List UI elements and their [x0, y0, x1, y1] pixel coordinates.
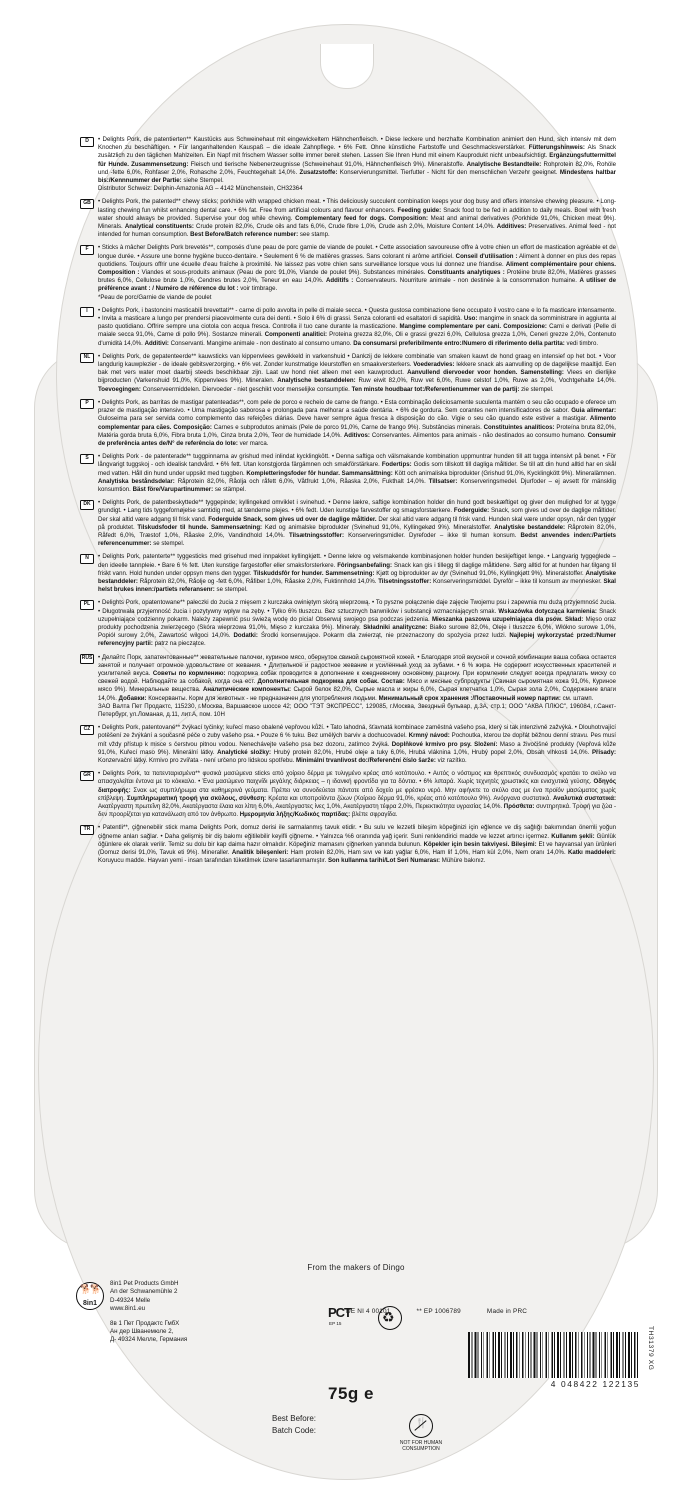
- not-for-human-label: NOT FOR HUMAN CONSUMPTION: [399, 1440, 443, 1452]
- made-in: Made in PRC: [486, 1308, 528, 1315]
- language-flag-dk: DK: [80, 500, 94, 510]
- dogs-icon: 🐕🐕: [80, 1284, 101, 1294]
- language-block-tr: [76, 824, 616, 865]
- language-text: • Delights Pork, patentované** žvýkací tyčinky; kuřecí maso obalené vepřovou kůží. • Tato lahodná, šťavnatá kombinace zaměstná vašeho psa, který si tak intenzivně zažvýká. • Dlouhotrvající potěšení ze žvýkání a současně péče o zuby vašeho psa. • Pouze 6 % tuku. Bez umělých barviv a dochucovadel. Krmný návod: Pochoutka, kterou lze dopřát běžnou denní stravu. Pes musí mít vždy přístup k misce s čerstvou pitnou vodou. Nenechávejte vašeho psa bez dozoru, zatímco žvýká. Doplňkové krmivo pro psy. Složení: Maso a živočišné produkty (Vepřová kůže 91,0%, Kuřecí maso 9%). Minerální látky. Analytické složky: Hrubý protein 82,0%, Hrubé oleje a tuky 6,0%, Hrubá vláknina 1,0%, Hrubý popel 2,0%, Obsah vlhkosti 14,0%. Přísady: Konzervační látky. Krmivo pro zvířata - není určeno pro lidskou spotřebu. Minimální trvanlivost do:/Referenční číslo šarže: viz razítko.: [98, 724, 617, 765]
- address-text: [110, 1280, 306, 1345]
- language-block-dk: [76, 499, 616, 548]
- language-flag-gb: GB: [80, 199, 94, 209]
- language-flag-cz: CZ: [80, 725, 94, 735]
- language-block-n: [76, 553, 616, 594]
- language-block-gb: [76, 198, 616, 239]
- language-block-i: [76, 307, 616, 348]
- language-flag-d: D: [80, 137, 94, 147]
- language-text: • Delights Pork, patenterte** tyggesticks med grisehud med innpakket kyllingkjøtt. • Denne lekre og velsmakende kombinasjonen holder hunden beskjeftiget lenge. • Langvarig tyggeglede – den ideelle tannpleie. • Bare 6 % fett. Uten kunstige fargestoffer eller smaksforsterkere. Fôringsanbefaling: Snack kan gis i tillegg til daglige måltidene. Sørg alltid for at hunden har tilgang til friskt vann. Hold hunden under oppsyn mens den tygger. Tilskuddsfôr for hunder. Sammensetning: Kjøtt og biprodukter av dyr (Svinehud 91,0%, Kyllingkjøtt 9%). Mineralstoffer. Analytiske bestanddeler: Råprotein 82,0%, Råolje og -fett 6,0%, Råfiber 1,0%, Råaske 2,0%, Fuktinnhold 14,0%. Tilsetningsstoffer: Konserveringsmiddel. Dyrefôr – ikke til konsum av mennesker. Skal helst brukes innen:/partiets referansenr: se stempel.: [98, 553, 616, 594]
- language-block-s: [76, 453, 616, 494]
- language-flag-i: I: [80, 307, 94, 317]
- language-flag-f: F: [80, 245, 94, 255]
- language-text: • Delights Pork, the patented** chewy sticks; porkhide with wrapped chicken meat. • This deliciously succulent combination keeps your dog busy and offers intensive chewing pleasure. • Long-lasting chewing fun whilst enhancing dental care. • 6% fat. Free from artificial colours and flavour enhancers. Feeding guide: Snack food to be fed in addition to daily meals. Bowl with fresh water should always be provided. Supervise your dog while chewing. Complementary feed for dogs. Composition: Meat and animal derivatives (Porkhide 91,0%, Chicken meat 9%). Minerals. Analytical constituents: Crude protein 82,0%, Crude oils and fats 6,0%, Crude fibre 1,0%, Crude ash 2,0%, Moisture Content 14,0%. Additives: Preservatives. Animal feed - not intended for human consumption. Best Before/Batch reference number: see stamp.: [98, 198, 616, 239]
- from-makers-line: From the makers of Dingo: [307, 1263, 405, 1272]
- address-line: Ан дер Шванемюле 2,: [110, 1328, 174, 1336]
- best-before-label: Best Before:: [272, 1414, 317, 1423]
- language-text: • Delights Pork, de patentbeskyttede** tyggepinde; kyllingekød omviklet i svinehud. • Denne lækre, saftige kombination holder din hund godt beskæftiget og giver den mulighed for at tygge grundigt. • Lang tids tyggefornøjelse samtidig med, at tænderne plejes. • 6% fedt. Uden kunstige farvestoffer og smagsforstærkere. Foderguide: Snack, som gives ud over de daglige måltider. Der skal altid være adgang til frisk vand. Foderguide Snack, som gives ud over de daglige måltider. Der skal altid være adgang til frisk vand. Hunden skal være under opsyn, når den tygger på produktet. Tilskudsfoder til hunde. Sammensætning: Kød og animalske biprodukter (Svinehud 91,0%, Kyllingekød 9%). Mineralstoffer. Analytiske bestanddele: Råprotein 82,0%, Råfedt 6,0%, Træstof 1,0%, Råaske 2,0%, Vandindhold 14,0%. Tilsætningsstoffer: Konserveringsmidler. Dyrefoder – ikke til human konsum. Bedst anvendes inden:/Partiets referencenummer: se stempel.: [98, 499, 617, 548]
- language-text: • Delights Pork - de patenterade** tuggpinnarna av grishud med inlindat kycklingkött. • Denna saftiga och välsmakande kombination uppmuntrar hunden till att tugga intensivt på benet. • För långvarigt tuggskoj - och idealisk tandvård. • 6% fett. Utan konstgjorda färgämnen och smakförstärkare. Fodertips: Godis som tillskott till dagliga måltider. Se till att din hund alltid har en skål med vatten. Håll din hund under uppsikt med tuggben. Kompletteringsfoder för hundar. Sammansättning: Kött och animaliska biprodukter (Grishud 91,0%, Kycklingkött 9%). Mineralämnen. Analytiska beståndsdelar: Råprotein 82,0%, Råolja och råfett 6,0%, Våtfrukt 1,0%, Råaska 2,0%, Fukthalt 14,0%. Tillsatser: Konserveringsmedel. Djurfoder – ej avsett för mänsklig konsumtion. Bäst före/Varupartinummer: se stämpel.: [98, 453, 617, 493]
- not-for-human-consumption-mark: [394, 1414, 448, 1452]
- language-block-rus: [76, 654, 616, 720]
- no-eating-icon: [409, 1414, 433, 1438]
- language-block-nl: [76, 353, 616, 394]
- manufacturer-address-column: [76, 1280, 306, 1351]
- language-block-gr: [76, 770, 616, 819]
- address-block-0: [110, 1280, 306, 1314]
- language-flag-nl: NL: [80, 353, 94, 363]
- ep-code: ** EP 1006789: [416, 1308, 461, 1315]
- language-text: • Delights Pork, de gepatenteerde** kauwsticks van kippenvlees gewikkeld in varkenshuid • Dankzij de lekkere combinatie van smaken kauwt de hond graag en intensief op het bot. • Voor langdurig kauwplezier - de ideale gebitsverzorging. • 6% vet. Zonder kunstmatige kleurstoffen en smaakversterkers. Voederadvies: lekkere snack als aanvulling op de dagelijkse maaltijd. Een bak met vers water moet daarbij steeds beschikbaar zijn. Laat uw hond niet alleen met een kauwproduct. Aanvullend diervoeder voor honden. Samenstelling: Vlees en dierlijke bijproducten (Varkenshuid 91,0%, Kippenvlees 9%). Mineralen. Analytische bestanddelen: Ruw eiwit 82,0%, Ruw vet 6,0%, Ruwe celstof 1,0%, Ruwe as 2,0%, Vochtgehalte 14,0%. Toevoegingen: Conserveermiddelen. Diervoeder - niet geschikt voor menselijke consumptie. Ten minste houdbaar tot:/Referentienummer van de partij: zie stempel.: [98, 352, 616, 393]
- language-text: • Делайтс Порк, запатентованные** жевательные палочки, куриное мясо, обернутое свиной сыромятной кожей. • Благодаря этой вкусной и сочной комбинации ваша собака остается занятой и получает огромное удовольствие от жевания. • Длительное и радостное жевание и усиленный уход за зубами. • 6 % жира. Не содержит искусственных красителей и усилителей вкуса. Советы по кормлению: подкормка собак проводится в дополнение к ежедневному основному рациону. При кормлении следует всегда предлагать миску со свежей водой. Наблюдайте за собакой, когда она ест. Дополнительная подкормка для собак. Состав: Мясо и мясные субпродукты (Свиная сыромятная кожа 91,0%, Куриное мясо 9%). Минеральные вещества. Аналитические компоненты: Сырой белок 82,0%, Сырые масла и жиры 6,0%, Сырая клетчатка 1,0%, Сырая зола 2,0%, Содержание влаги 14,0%. Добавки: Консерванты. Корм для животных - не предназначен для употребления людьми. Минимальный срок хранения :/Поставочный номер партии: см. штамп. ЗАО Валта Пет Продактс, 115230, г.Москва, Варшавское шоссе 42; ООО "ТЭТ ЭКСПРЕСС", 129085, г.Москва, Звездный бульвар, д.3А, стр.1; ООО "АКВА ПЛЮС", 196084, г.Санкт-Петербург, ул.Ломаная, д.11, лит.А, пом. 10Н: [98, 653, 617, 718]
- language-text: • Delights Pork, i bastoncini masticabili brevettati** - carne di pollo avvolta in pelle di maiale secca. • Questa gustosa combinazione tiene occupato il vostro cane e lo fa masticare intensamente. • Invita a masticare a lungo per prendersi piacevolmente cura dei denti. • Solo il 6% di grassi. Senza coloranti ed esaltatori di sapidità. Uso: mangime in snack da somministrare in aggiunta al pasto quotidiano. Offrire sempre una ciotola con acqua fresca. Controlla il tuo cane durante la masticazione. Mangime complementare per cani. Composizione: Carni e derivati (Pelle di maiale secca 91,0%, Carne di pollo 9%). Sostanze minerali. Componenti analitici: Proteina grezza 82,0%, Oli e grassi grezzi 6,0%, Cellulosa grezza 1,0%, Ceneri grezze 2,0%, Contenuto d'umidità 14,0%. Additivi: Conservanti. Mangime animale - non destinato al consumo umano. Da consumarsi preferibilmente entro:/Numero di riferimento della partita: vedi timbro.: [98, 306, 616, 347]
- address-line: 8in1 Pet Products GmbH: [110, 1280, 179, 1287]
- address-line: An der Schwanemühle 2: [110, 1288, 178, 1296]
- language-text: • Delights Pork, as barritas de mastigar patenteadas**, com pele de porco e recheio de carne de frango. • Esta combinação deliciosamente suculenta mantém o seu cão ocupado e oferece um prazer de mastigação intensivo. • Uma mastigação saborosa e prolongada para melhorar a saúde dentária. • 6% de gordura. Sem corantes nem intensificadores de sabor. Guia alimentar: Guloseima para ser servida como complemento das refeições diárias. Deve haver sempre água fresca à disposição do cão. Vigie o seu cão quando este estiver a mastigar. Alimento complementar para cães. Composição: Carnes e subprodutos animais (Pele de porco 91,0%, Carne de frango 9%). Substâncias minerais. Constituintes analíticos: Proteína bruta 82,0%, Matéria gorda bruta 6,0%, Fibra bruta 1,0%, Cinza bruta 2,0%, Teor de humidade 14,0%. Aditivos: Conservantes. Alimentos para animais - não destinados ao consumo humano. Consumir de preferência antes de/N° de referência do lote: ver marca.: [98, 398, 617, 447]
- net-weight: 75g e: [328, 1384, 374, 1403]
- language-block-d: [76, 136, 616, 193]
- multilingual-text-area: [76, 136, 616, 870]
- language-block-f: [76, 244, 616, 301]
- footer: [76, 1263, 654, 1452]
- side-print-code: TH31379 XG: [647, 1326, 654, 1371]
- barcode-image: [468, 1332, 638, 1378]
- language-flag-gr: GR: [80, 771, 94, 781]
- language-flag-tr: TR: [80, 825, 94, 835]
- address-line: D-49324 Melle: [110, 1296, 151, 1304]
- language-text: • Patentli**, çiğnenebilir stick mama Delights Pork, domuz derisi ile sarmalanmış tavuk etidir. • Bu sulu ve lezzetli bileşim köpeğinizi için eğlence ve diş sağlığı bakımından önemli yoğun çiğneme anları sağlar. • Daha gelişmiş bir diş bakımı eğitilebilir keyifli çiğneme. • Yalnızca %6 oranında yağ içerir. Suni renklendirici madde ve lezzet artırıcı içermez. Kullanım şekli: Günlük öğünlere ek olarak verilir. Temiz su dolu bir kap daima hazır olmalıdır. Köpeğiniz mamasını çiğnerken yanında bulunun. Köpekler için besin takviyesi. Bileşimi: Et ve hayvansal yan ürünleri (Domuz derisi 91,0%, Tavuk eti 9%). Mineraller. Analitik bileşenleri: Ham protein 82,0%, Ham sıvı ve katı yağlar 6,0%, Ham lif 1,0%, Ham kül 2,0%, Nem oranı 14,0%. Katkı maddeleri: Koruyucu madde. Hayvan yemi - insan tarafından tüketilmek üzere tasarlanmamıştır. Son kullanma tarihi/Lot Seri Numarası: Mühüre bakınız.: [98, 824, 617, 865]
- brand-logo: [76, 1282, 102, 1312]
- language-block-pl: [76, 599, 616, 648]
- item-code: DE NI 4 00101: [346, 1308, 391, 1315]
- barcode-block: [468, 1332, 640, 1389]
- brand-logo-label: 8in1: [82, 1300, 97, 1307]
- barcode-number: 4 048422 122135: [550, 1379, 640, 1389]
- language-text: • Delights Pork, opatentowane** pałeczki do żucia z mięsem z kurczaka owiniętym skórą wieprzową. • To pyszne połączenie daje zajęcie Twojemu psu i zapewnia mu dużą przyjemność żucia. • Długotrwała przyjemność żucia i pozytywny wpływ na zęby. • Tylko 6% tłuszczu. Bez sztucznych barwników i substancji wzmacniających smak. Wskazówka dotycząca karmienia: Snack uzupełniające codzienny pokarm. Należy zapewnić psu świeżą wodę do picia! Obserwuj swojego psa podczas jedzenia. Mieszanka paszowa uzupełniająca dla psów. Skład: Mięso oraz produkty pochodzenia zwierzęcego (Skóra wieprzowa 91,0%, Mięso z kurczaka 9%). Minerały. Składniki analityczne: Białko surowe 82,0%, Oleje i tłuszcze 6,0%, Włókno surowe 1,0%, Popiół surowy 2,0%, Zawartość wilgoci 14,0%. Dodatki: Środki konserwujące. Pokarm dla zwierząt, nie przeznaczony do spożycia przez ludzi. Najlepiej wykorzystać przed:/Numer referencyjny partii: patrz na pieczątce.: [98, 599, 617, 648]
- language-flag-n: N: [80, 554, 94, 564]
- batch-code-label: Batch Code:: [272, 1426, 317, 1435]
- address-line: www.8in1.eu: [110, 1305, 146, 1313]
- language-text: • Delights Pork, τα πατενταρισμένα** φυσικά μασώμενα sticks από χοίρειο δέρμα με τυλιγμένο κρέας από κοτόπουλο. • Αυτός ο νόστιμος και θρεπτικός συνδυασμός κρατάει το σκύλο να απασχολείται έντονα με το κόκκαλο. • Ένα μασώμενο παιχνίδι μεγάλης διάρκειας – η ιδανική φροντίδα για τα δόντια. • 6% λιπαρά. Χωρίς τεχνητές χρωστικές και ενισχυτικά γεύσης. Οδηγός διατροφής: Σνακ ως συμπλήρωμα στα καθημερινά γεύματα. Πρέπει να συνοδεύεται πάντοτε από δοχείο με φρέσκο νερό. Μην αφήνετε το σκύλο σας με ένα προϊόν μασώματος χωρίς επίβλεψη. Συμπληρωματική τροφή για σκύλους, σύνθεση: Κρέατα και υποπροϊόντα ζώων (Χοίρειο δέρμα 91,0%, κρέας από κοτόπουλο 9%). Ανόργανα συστατικά. Αναλυτικά συστατικά: Ακατέργαστη πρωτεΐνη 82,0%, Ακατέργαστα έλαια και λίπη 6,0%, Ακατέργαστες ίνες 1,0%, Ακατέργαστη τέφρα 2,0%, Περιεκτικότητα υγρασίας 14,0%. Πρόσθετα: συντηρητικά. Τροφή για ζώα - δεν προορίζεται για κατανάλωση από τον άνθρωπο. Ημερομηνία λήξης/Κωδικός παρτίδας: βλέπε σφραγίδα.: [98, 770, 617, 819]
- language-flag-pl: PL: [80, 600, 94, 610]
- eac-sub-label: EP 15: [329, 1321, 342, 1326]
- language-block-cz: [76, 724, 616, 765]
- certification-column: [328, 1305, 448, 1452]
- language-flag-p: P: [80, 399, 94, 409]
- language-text: • Sticks à mâcher Delights Pork brevetés**, composés d'une peau de porc garnie de viande de poulet. • Cette association savoureuse offre à votre chien un effort de mastication agréable et de longue durée. • Assure une bonne hygiène bucco-dentaire. • Seulement 6 % de matières grasses. Sans colorant ni arôme artificiel. Conseil d'utilisation : Aliment à donner en plus des repas quotidiens. Toujours offrir une écuelle d'eau fraîche à proximité. Ne laissez pas votre chien sans surveillance lorsque vous lui donnez une friandise. Aliment complémentaire pour chiens. Composition : Viandes et sous-produits animaux (Peau de porc 91,0%, Viande de poulet 9%). Substances minérales. Constituants analytiques : Protéine brute 82,0%, Matières grasses brutes 6,0%, Cellulose brute 1,0%, Cendres brutes 2,0%, Teneur en eau 14,0%. Additifs : Conservateurs. Nourriture animale - non destinée à la consommation humaine. A utiliser de préférence avant : / Numéro de référence du lot : voir timbrage. *Peau de porc/Garnie de viande de poulet: [98, 244, 616, 301]
- address-line: 8в 1 Пет Продактс ГмбХ: [110, 1319, 180, 1327]
- eac-mark-label: PCT: [328, 1305, 351, 1320]
- language-flag-s: S: [80, 454, 94, 464]
- package-back-panel: [28, 18, 662, 1484]
- address-line: Д- 49324 Мелле, Германия: [110, 1336, 188, 1344]
- language-flag-rus: RUS: [80, 654, 94, 664]
- code-row: [346, 1308, 666, 1315]
- language-block-p: [76, 399, 616, 448]
- address-block-1: [110, 1320, 306, 1345]
- best-before-block: [272, 1413, 316, 1437]
- language-text: • Delights Pork, die patentierten** Kaustücks aus Schweinehaut mit eingewickeltem Hähnchenfleisch. • Diese leckere und herzhafte Kombination animiert den Hund, sich intensiv mit dem Knochen zu beschäftigen. • Für langanhaltenden Kauspaß – die ideale Zahnpflege. • 6% Fett. Ohne künstliche Farbstoffe und Geschmacksverstärker. Fütterungshinweis: Als Snack zusätzlich zu den täglichen Mahlzeiten. Ein Napf mit frischem Wasser sollte immer bereit stehen. Lassen Sie Ihren Hund mit einem Kauprodukt nicht unbeaufsichtigt. Ergänzungsfuttermittel für Hunde. Zusammensetzung: Fleisch und tierische Nebenerzeugnisse (Schweinehaut 91,0%, Hähnchenfleisch 9%). Mineralstoffe. Analytische Bestandteile: Rohprotein 82,0%, Rohöle und -fette 6,0%, Rohfaser 2,0%, Rohasche 2,0%, Feuchtegehalt 14,0%. Zusatzstoffe: Konservierungsmittel. Tierfutter - Nicht für den menschlichen Verzehr geeignet. Mindestens haltbar bis:/Kennnummer der Partie: siehe Stempel. Distributor Schweiz: Delphin-Amazonia AG – 4142 Münchenstein, CH32364: [98, 136, 617, 193]
